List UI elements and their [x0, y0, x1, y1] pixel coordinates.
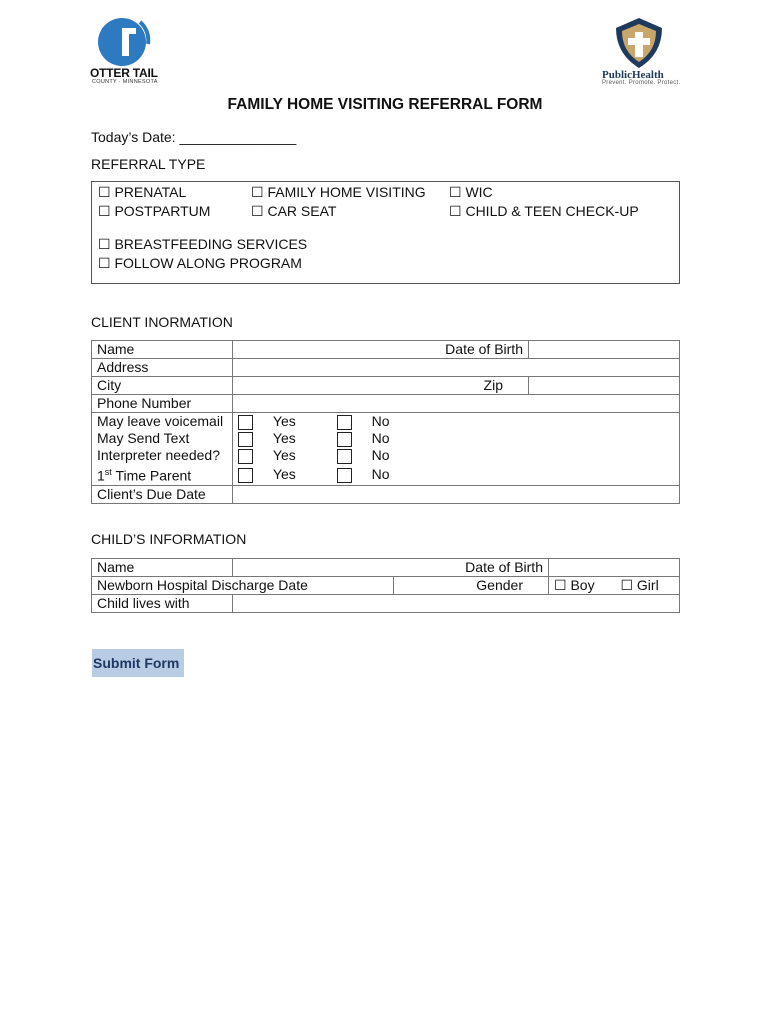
first-time-parent-no-checkbox[interactable]	[337, 468, 352, 483]
todays-date-field[interactable]: Today’s Date: _______________	[91, 129, 297, 145]
client-due-date-input[interactable]	[233, 485, 680, 503]
client-address-input[interactable]	[233, 359, 680, 377]
voicemail-no-checkbox[interactable]	[337, 415, 352, 430]
public-health-shield-logo	[612, 16, 666, 70]
voicemail-label: May leave voicemail	[92, 413, 233, 431]
discharge-date-label: Newborn Hospital Discharge Date	[92, 577, 394, 595]
voicemail-options: Yes No	[233, 413, 680, 431]
referral-type-heading: REFERRAL TYPE	[91, 156, 206, 172]
first-time-parent-options: Yes No	[233, 464, 680, 485]
child-teen-checkup-checkbox[interactable]: ☐ CHILD & TEEN CHECK-UP	[449, 203, 639, 219]
discharge-date-input[interactable]	[394, 577, 549, 595]
client-address-label: Address	[92, 359, 233, 377]
childs-information-table	[91, 558, 680, 613]
child-dob-input[interactable]	[549, 559, 680, 577]
girl-checkbox[interactable]: ☐ Girl	[620, 577, 659, 593]
client-name-input[interactable]	[233, 341, 529, 359]
form-title: FAMILY HOME VISITING REFERRAL FORM	[227, 96, 543, 113]
send-text-options: Yes No	[233, 430, 680, 447]
send-text-label: May Send Text	[92, 430, 233, 447]
childs-information-heading: CHILD’S INFORMATION	[91, 531, 247, 547]
first-time-parent-label: 1st Time Parent	[92, 464, 233, 485]
gender-label: Gender	[476, 577, 523, 593]
interpreter-options: Yes No	[233, 447, 680, 464]
client-zip-input[interactable]	[529, 377, 680, 395]
client-information-table	[91, 340, 680, 504]
interpreter-label: Interpreter needed?	[92, 447, 233, 464]
client-phone-label: Phone Number	[92, 395, 233, 413]
wic-checkbox[interactable]: ☐ WIC	[449, 184, 493, 200]
otter-tail-logo-subtitle: COUNTY · MINNESOTA	[92, 79, 158, 85]
boy-checkbox[interactable]: ☐ Boy	[554, 577, 595, 593]
send-text-no-checkbox[interactable]	[337, 432, 352, 447]
client-due-date-label: Client’s Due Date	[92, 485, 233, 503]
prenatal-checkbox[interactable]: ☐ PRENATAL	[98, 184, 187, 200]
client-phone-input[interactable]	[233, 395, 680, 413]
submit-form-button[interactable]: Submit Form	[92, 649, 184, 677]
first-time-parent-yes-checkbox[interactable]	[238, 468, 253, 483]
client-dob-input[interactable]	[529, 341, 680, 359]
postpartum-checkbox[interactable]: ☐ POSTPARTUM	[98, 203, 211, 219]
child-lives-with-label: Child lives with	[92, 595, 233, 613]
family-home-visiting-checkbox[interactable]: ☐ FAMILY HOME VISITING	[251, 184, 426, 200]
interpreter-yes-checkbox[interactable]	[238, 449, 253, 464]
child-dob-label: Date of Birth	[465, 559, 543, 575]
child-name-input[interactable]	[233, 559, 549, 577]
client-zip-label: Zip	[483, 377, 503, 393]
client-name-label: Name	[92, 341, 233, 359]
otter-tail-logo-name: OTTER TAIL	[90, 66, 158, 80]
public-health-logo-name: PublicHealth	[602, 69, 664, 81]
client-dob-label: Date of Birth	[445, 341, 523, 357]
car-seat-checkbox[interactable]: ☐ CAR SEAT	[251, 203, 337, 219]
interpreter-no-checkbox[interactable]	[337, 449, 352, 464]
child-lives-with-input[interactable]	[233, 595, 680, 613]
client-city-input[interactable]	[233, 377, 529, 395]
follow-along-program-checkbox[interactable]: ☐ FOLLOW ALONG PROGRAM	[98, 255, 302, 271]
gender-options	[549, 577, 680, 595]
breastfeeding-services-checkbox[interactable]: ☐ BREASTFEEDING SERVICES	[98, 236, 308, 252]
voicemail-yes-checkbox[interactable]	[238, 415, 253, 430]
client-city-label: City	[92, 377, 233, 395]
public-health-logo-tagline: Prevent. Promote. Protect.	[602, 80, 681, 86]
child-name-label: Name	[92, 559, 233, 577]
client-information-heading: CLIENT INORMATION	[91, 314, 233, 330]
send-text-yes-checkbox[interactable]	[238, 432, 253, 447]
